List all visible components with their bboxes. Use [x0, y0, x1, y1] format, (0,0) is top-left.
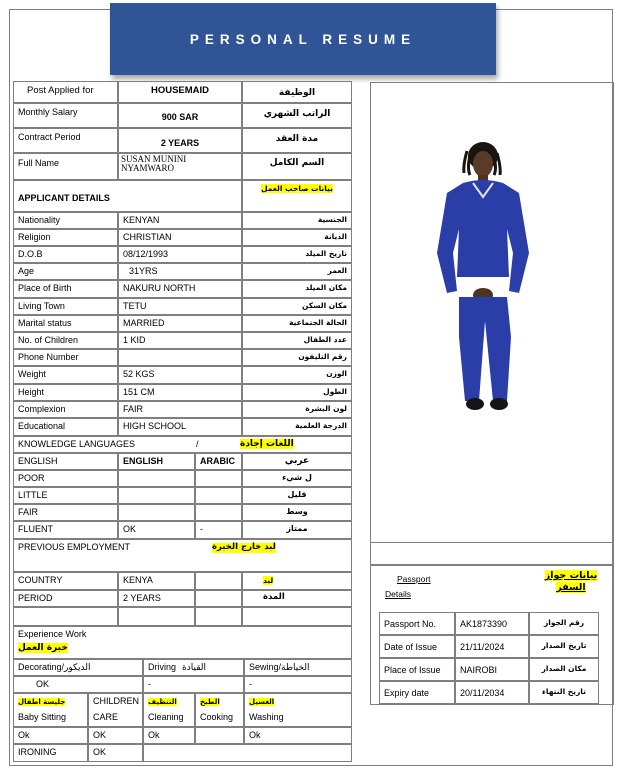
- cleaning-label: Cleaning: [148, 712, 184, 723]
- experience-ar: خبرة العمل: [18, 643, 68, 654]
- washing-ar: الغسيل: [249, 698, 275, 706]
- detail-value: TETU: [118, 298, 242, 315]
- decorating-label: Decorating/: [18, 662, 65, 672]
- lang-head-ar: عربي: [242, 453, 352, 470]
- experience-label: Experience Work: [18, 629, 87, 639]
- detail-ar: الوزن: [242, 366, 352, 384]
- babysitting-ar: جليسة اطفال: [18, 698, 66, 706]
- cooking-value: [195, 727, 244, 744]
- lang-level-ar: وسط: [242, 504, 352, 521]
- passport-row-value: NAIROBI: [455, 658, 529, 681]
- passport-row-label: Date of Issue: [379, 635, 455, 658]
- languages-label: KNOWLEDGE LANGUAGES: [18, 439, 136, 449]
- lang-arabic-value: [195, 487, 242, 504]
- detail-ar: الطول: [242, 384, 352, 401]
- childcare-value: OK: [88, 727, 143, 744]
- detail-label: Educational: [13, 418, 118, 436]
- lang-english-value: OK: [118, 521, 195, 539]
- detail-label: Religion: [13, 229, 118, 246]
- cooking-label: Cooking: [200, 712, 234, 723]
- period-value: 2 YEARS: [118, 590, 195, 607]
- cleaning-ar: التنظيف: [148, 698, 177, 706]
- detail-ar: العمر: [242, 263, 352, 280]
- cleaning-value: Ok: [143, 727, 195, 744]
- lang-level-ar: قليل: [242, 487, 352, 504]
- passport-row-ar: تاريخ الصدار: [529, 635, 599, 658]
- post-applied-label: Post Applied for: [13, 81, 118, 103]
- passport-label-l2: Details: [385, 589, 411, 600]
- detail-ar: مكان الميلد: [242, 280, 352, 298]
- lang-english-value: [118, 470, 195, 487]
- candidate-photo: [371, 83, 613, 542]
- cooking-cell: [195, 693, 244, 727]
- detail-label: Complexion: [13, 401, 118, 418]
- lang-level-ar: ممتاز: [242, 521, 352, 539]
- photo-frame: [370, 82, 614, 543]
- lang-head-c3: ARABIC: [195, 453, 242, 470]
- detail-label: Place of Birth: [13, 280, 118, 298]
- lang-arabic-value: [195, 504, 242, 521]
- sewing-label-cell: [244, 659, 352, 676]
- driving-value: -: [143, 676, 244, 693]
- emp-blank-2: [118, 607, 195, 626]
- page-title: PERSONAL RESUME: [110, 3, 496, 75]
- passport-label-l1: Passport: [397, 574, 431, 584]
- detail-ar: الجنسية: [242, 212, 352, 229]
- experience-header-row: [13, 626, 352, 659]
- detail-label: No. of Children: [13, 332, 118, 349]
- sewing-ar: الخياطة: [281, 663, 310, 673]
- detail-label: Nationality: [13, 212, 118, 229]
- post-applied-ar: الوظيفة: [242, 81, 352, 103]
- lang-english-value: [118, 504, 195, 521]
- applicant-details-ar: بيانات صاحب العمل: [261, 184, 333, 193]
- detail-label: Phone Number: [13, 349, 118, 366]
- passport-section: [370, 565, 614, 705]
- passport-row-ar: تاريخ النتهاء: [529, 681, 599, 704]
- photo-strip: [370, 543, 614, 565]
- salary-ar: الراتب الشهري: [242, 103, 352, 128]
- period-ar: المدة: [242, 590, 352, 607]
- washing-value: Ok: [244, 727, 352, 744]
- applicant-details-ar-cell: [242, 180, 352, 212]
- driving-label-cell: [143, 659, 244, 676]
- driving-label: Driving: [148, 662, 177, 672]
- detail-value: 31YRS: [118, 263, 242, 280]
- detail-ar: الديانة: [242, 229, 352, 246]
- decorating-label-cell: [13, 659, 143, 676]
- childcare-label-1: CHILDREN: [93, 696, 140, 706]
- babysitting-cell: [13, 693, 88, 727]
- lang-level-label: FLUENT: [13, 521, 118, 539]
- cooking-ar: الطبخ: [200, 698, 220, 706]
- full-name-value: SUSAN MUNINI NYAMWARO: [118, 153, 242, 180]
- employment-label: PREVIOUS EMPLOYMENT: [18, 542, 131, 552]
- country-blank: [195, 572, 242, 590]
- babysitting-value: Ok: [13, 727, 88, 744]
- detail-value: MARRIED: [118, 315, 242, 332]
- passport-row-label: Expiry date: [379, 681, 455, 704]
- period-blank: [195, 590, 242, 607]
- sewing-label: Sewing/: [249, 662, 282, 672]
- full-name-label: Full Name: [13, 153, 118, 180]
- cleaning-cell: [143, 693, 195, 727]
- lang-arabic-value: [195, 470, 242, 487]
- detail-value: 151 CM: [118, 384, 242, 401]
- period-label: PERIOD: [13, 590, 118, 607]
- salary-value: 900 SAR: [118, 103, 242, 128]
- country-ar-cell: [242, 572, 352, 590]
- detail-ar: الدرجة العلمية: [242, 418, 352, 436]
- post-applied-value: HOUSEMAID: [118, 81, 242, 103]
- childcare-label-2: CARE: [93, 712, 119, 723]
- detail-value: HIGH SCHOOL: [118, 418, 242, 436]
- detail-value: 52 KGS: [118, 366, 242, 384]
- emp-blank-1: [13, 607, 118, 626]
- detail-value: NAKURU NORTH: [118, 280, 242, 298]
- passport-row-value: 20/11/2034: [455, 681, 529, 704]
- detail-label: Height: [13, 384, 118, 401]
- emp-blank-4: [242, 607, 352, 626]
- lang-english-value: [118, 487, 195, 504]
- passport-row-label: Place of Issue: [379, 658, 455, 681]
- detail-label: Living Town: [13, 298, 118, 315]
- lang-head-c2: ENGLISH: [118, 453, 195, 470]
- detail-label: D.O.B: [13, 246, 118, 263]
- washing-label: Washing: [249, 712, 284, 723]
- contract-value: 2 YEARS: [118, 128, 242, 153]
- country-label: COUNTRY: [13, 572, 118, 590]
- babysitting-label: Baby Sitting: [18, 712, 67, 723]
- detail-ar: عدد الطفال: [242, 332, 352, 349]
- contract-ar: مدة العقد: [242, 128, 352, 153]
- employment-ar: لبد خارج الخبرة: [212, 542, 276, 552]
- sewing-value: -: [244, 676, 352, 693]
- lang-level-ar: ل شيء: [242, 470, 352, 487]
- languages-header-row: [13, 436, 352, 453]
- passport-row-ar: رقم الجواز: [529, 612, 599, 635]
- passport-label-ar: بيانات جواز السفر: [544, 570, 598, 593]
- detail-ar: لون البشرة: [242, 401, 352, 418]
- salary-label: Monthly Salary: [13, 103, 118, 128]
- passport-label-ar-cell: [531, 568, 611, 602]
- country-ar: لبد: [263, 576, 274, 585]
- detail-value: [118, 349, 242, 366]
- detail-value: 08/12/1993: [118, 246, 242, 263]
- detail-ar: تاريخ الميلد: [242, 246, 352, 263]
- applicant-details-label: APPLICANT DETAILS: [13, 180, 242, 212]
- employment-header-row: [13, 539, 352, 572]
- lang-level-label: POOR: [13, 470, 118, 487]
- detail-value: FAIR: [118, 401, 242, 418]
- passport-label-en: [381, 570, 471, 602]
- detail-value: CHRISTIAN: [118, 229, 242, 246]
- ironing-value: OK: [88, 744, 143, 762]
- full-name-ar: السم الكامل: [242, 153, 352, 180]
- contract-label: Contract Period: [13, 128, 118, 153]
- passport-row-value: 21/11/2024: [455, 635, 529, 658]
- ironing-blank: [143, 744, 352, 762]
- detail-value: 1 KID: [118, 332, 242, 349]
- decorating-ar: الديكور: [64, 663, 91, 673]
- lang-head-c1: ENGLISH: [13, 453, 118, 470]
- country-value: KENYA: [118, 572, 195, 590]
- washing-cell: [244, 693, 352, 727]
- emp-blank-3: [195, 607, 242, 626]
- detail-label: Age: [13, 263, 118, 280]
- passport-row-value: AK1873390: [455, 612, 529, 635]
- detail-ar: الحالة الجتماعية: [242, 315, 352, 332]
- detail-ar: رقم التليفون: [242, 349, 352, 366]
- decorating-value: OK: [13, 676, 143, 693]
- childcare-cell: [88, 693, 143, 727]
- lang-level-label: FAIR: [13, 504, 118, 521]
- lang-arabic-value: -: [195, 521, 242, 539]
- languages-slash: /: [196, 439, 199, 449]
- detail-label: Marital status: [13, 315, 118, 332]
- passport-row-ar: مكان الصدار: [529, 658, 599, 681]
- lang-level-label: LITTLE: [13, 487, 118, 504]
- detail-label: Weight: [13, 366, 118, 384]
- detail-value: KENYAN: [118, 212, 242, 229]
- languages-ar: اللغات إجادة: [240, 439, 294, 449]
- driving-ar: القيادة: [182, 663, 206, 673]
- detail-ar: مكان السكن: [242, 298, 352, 315]
- passport-row-label: Passport No.: [379, 612, 455, 635]
- ironing-label: IRONING: [13, 744, 88, 762]
